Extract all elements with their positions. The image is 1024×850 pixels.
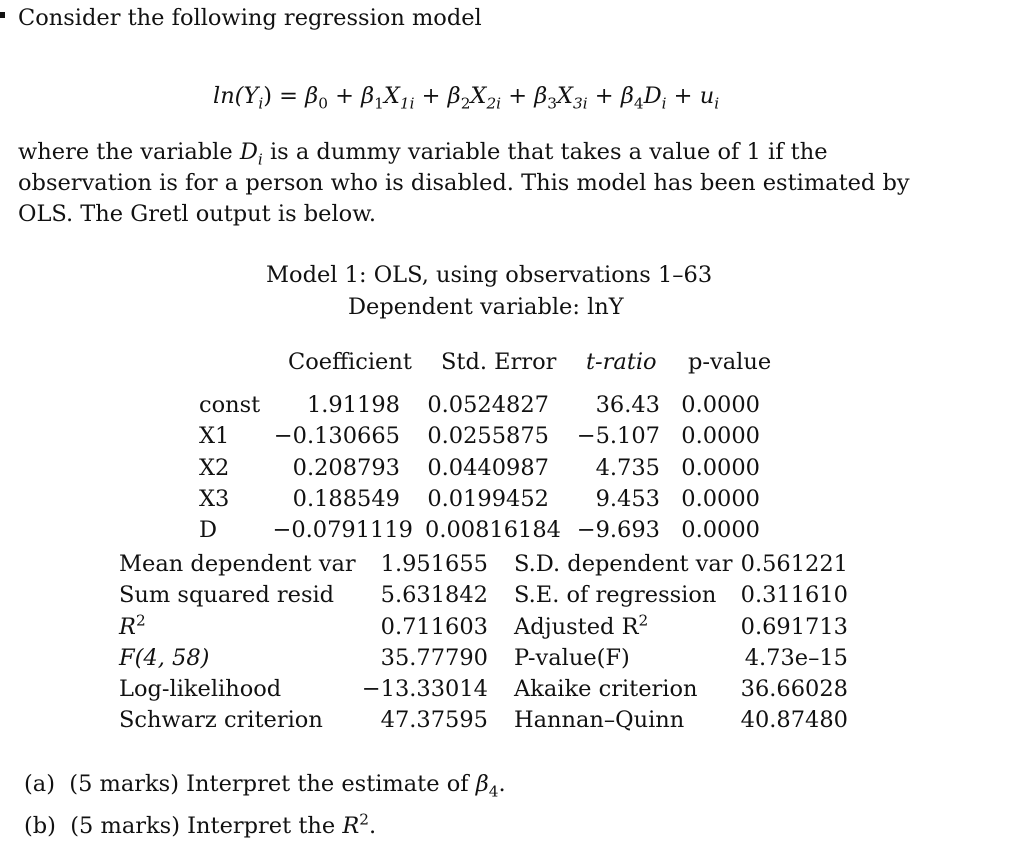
row-coef: 0.188549 (292, 486, 400, 512)
row-p: 0.0000 (681, 486, 760, 512)
eq-term-5: $u_i$ (699, 83, 720, 113)
row-name: X1 (199, 423, 230, 449)
row-name: const (199, 392, 261, 418)
eq-term-3: $\beta_3X_{3i}$ + (534, 83, 621, 113)
row-se: 0.0255875 (427, 423, 549, 449)
stat-value: 0.561221 (740, 551, 848, 577)
row-name: X3 (199, 486, 230, 512)
row-coef: 1.91198 (306, 392, 400, 418)
row-p: 0.0000 (681, 455, 760, 481)
row-t: 36.43 (595, 392, 660, 418)
dependent-variable: Dependent variable: lnY (348, 294, 624, 320)
description-paragraph: where the variable $D_i$ is a dummy variable that takes a value of 1 if the observation is for a person who is disabled. This model has been estimated by OLS. The Gretl output is below. (18, 139, 910, 227)
stat-value: 4.73e–15 (744, 645, 848, 671)
eq-lhs: ln(Y (213, 83, 259, 109)
question-a: (a) (5 marks) Interpret the estimate of $\beta_4$. (24, 771, 506, 801)
header-coefficient: Coefficient (288, 349, 412, 375)
eq-term-0: $\beta_0$ + (305, 83, 362, 113)
regression-equation: $\ln(Y_i) = \beta_0 + \beta_1X_{1i} + \beta_2X_{2i} + \beta_3X_{3i} + \beta_4D_i + u_i$ (213, 83, 720, 113)
stat-value: 1.951655 (380, 551, 488, 577)
row-coef: −0.0791119 (272, 517, 413, 543)
model-title: Model 1: OLS, using observations 1–63 (266, 262, 713, 288)
row-p: 0.0000 (681, 392, 760, 418)
eq-term-2: $\beta_2X_{2i}$ + (447, 83, 535, 113)
stat-value: 47.37595 (380, 707, 488, 733)
question-b: (b) (5 marks) Interpret the $R^2$. (24, 810, 377, 839)
row-se: 0.0199452 (427, 486, 549, 512)
stat-label: P-value(F) (514, 645, 630, 671)
stat-label: Schwarz criterion (119, 707, 323, 733)
stat-label: $R^2$ (119, 611, 146, 640)
row-p: 0.0000 (681, 517, 760, 543)
stat-value: 0.691713 (740, 614, 848, 640)
stat-value: 36.66028 (740, 676, 848, 702)
stat-label: S.E. of regression (514, 582, 717, 608)
stat-label: Mean dependent var (119, 551, 356, 577)
stat-label: F(4, 58) (119, 645, 210, 671)
stat-value: 35.77790 (380, 645, 488, 671)
row-coef: −0.130665 (273, 423, 400, 449)
row-t: 4.735 (595, 455, 660, 481)
header-p-value: p-value (688, 349, 772, 375)
eq-term-1: $\beta_1X_{1i}$ + (361, 83, 448, 113)
header-t-ratio: t-ratio (586, 349, 657, 375)
header-std-error: Std. Error (441, 349, 557, 375)
row-t: −9.693 (576, 517, 660, 543)
row-t: 9.453 (595, 486, 660, 512)
row-se: 0.0440987 (427, 455, 549, 481)
stat-value: 0.311610 (740, 582, 848, 608)
intro-text: Consider the following regression model (18, 5, 482, 31)
stat-label: Adjusted $R^2$ (514, 611, 649, 640)
row-p: 0.0000 (681, 423, 760, 449)
stat-value: 0.711603 (380, 614, 488, 640)
row-coef: 0.208793 (292, 455, 400, 481)
stat-value: −13.33014 (361, 676, 488, 702)
eq-term-4: $\beta_4D_i$ + (620, 83, 700, 113)
row-se: 0.0524827 (427, 392, 549, 418)
stat-label: Hannan–Quinn (514, 707, 685, 733)
row-name: D (199, 517, 218, 543)
row-se: 0.00816184 (425, 517, 561, 543)
stat-label: Akaike criterion (514, 676, 698, 702)
stat-label: Log-likelihood (119, 676, 282, 702)
stat-label: S.D. dependent var (514, 551, 733, 577)
row-name: X2 (199, 455, 230, 481)
row-t: −5.107 (576, 423, 660, 449)
stat-label: Sum squared resid (119, 582, 335, 608)
bullet-marker (0, 12, 5, 18)
stat-value: 40.87480 (740, 707, 848, 733)
stat-value: 5.631842 (380, 582, 488, 608)
